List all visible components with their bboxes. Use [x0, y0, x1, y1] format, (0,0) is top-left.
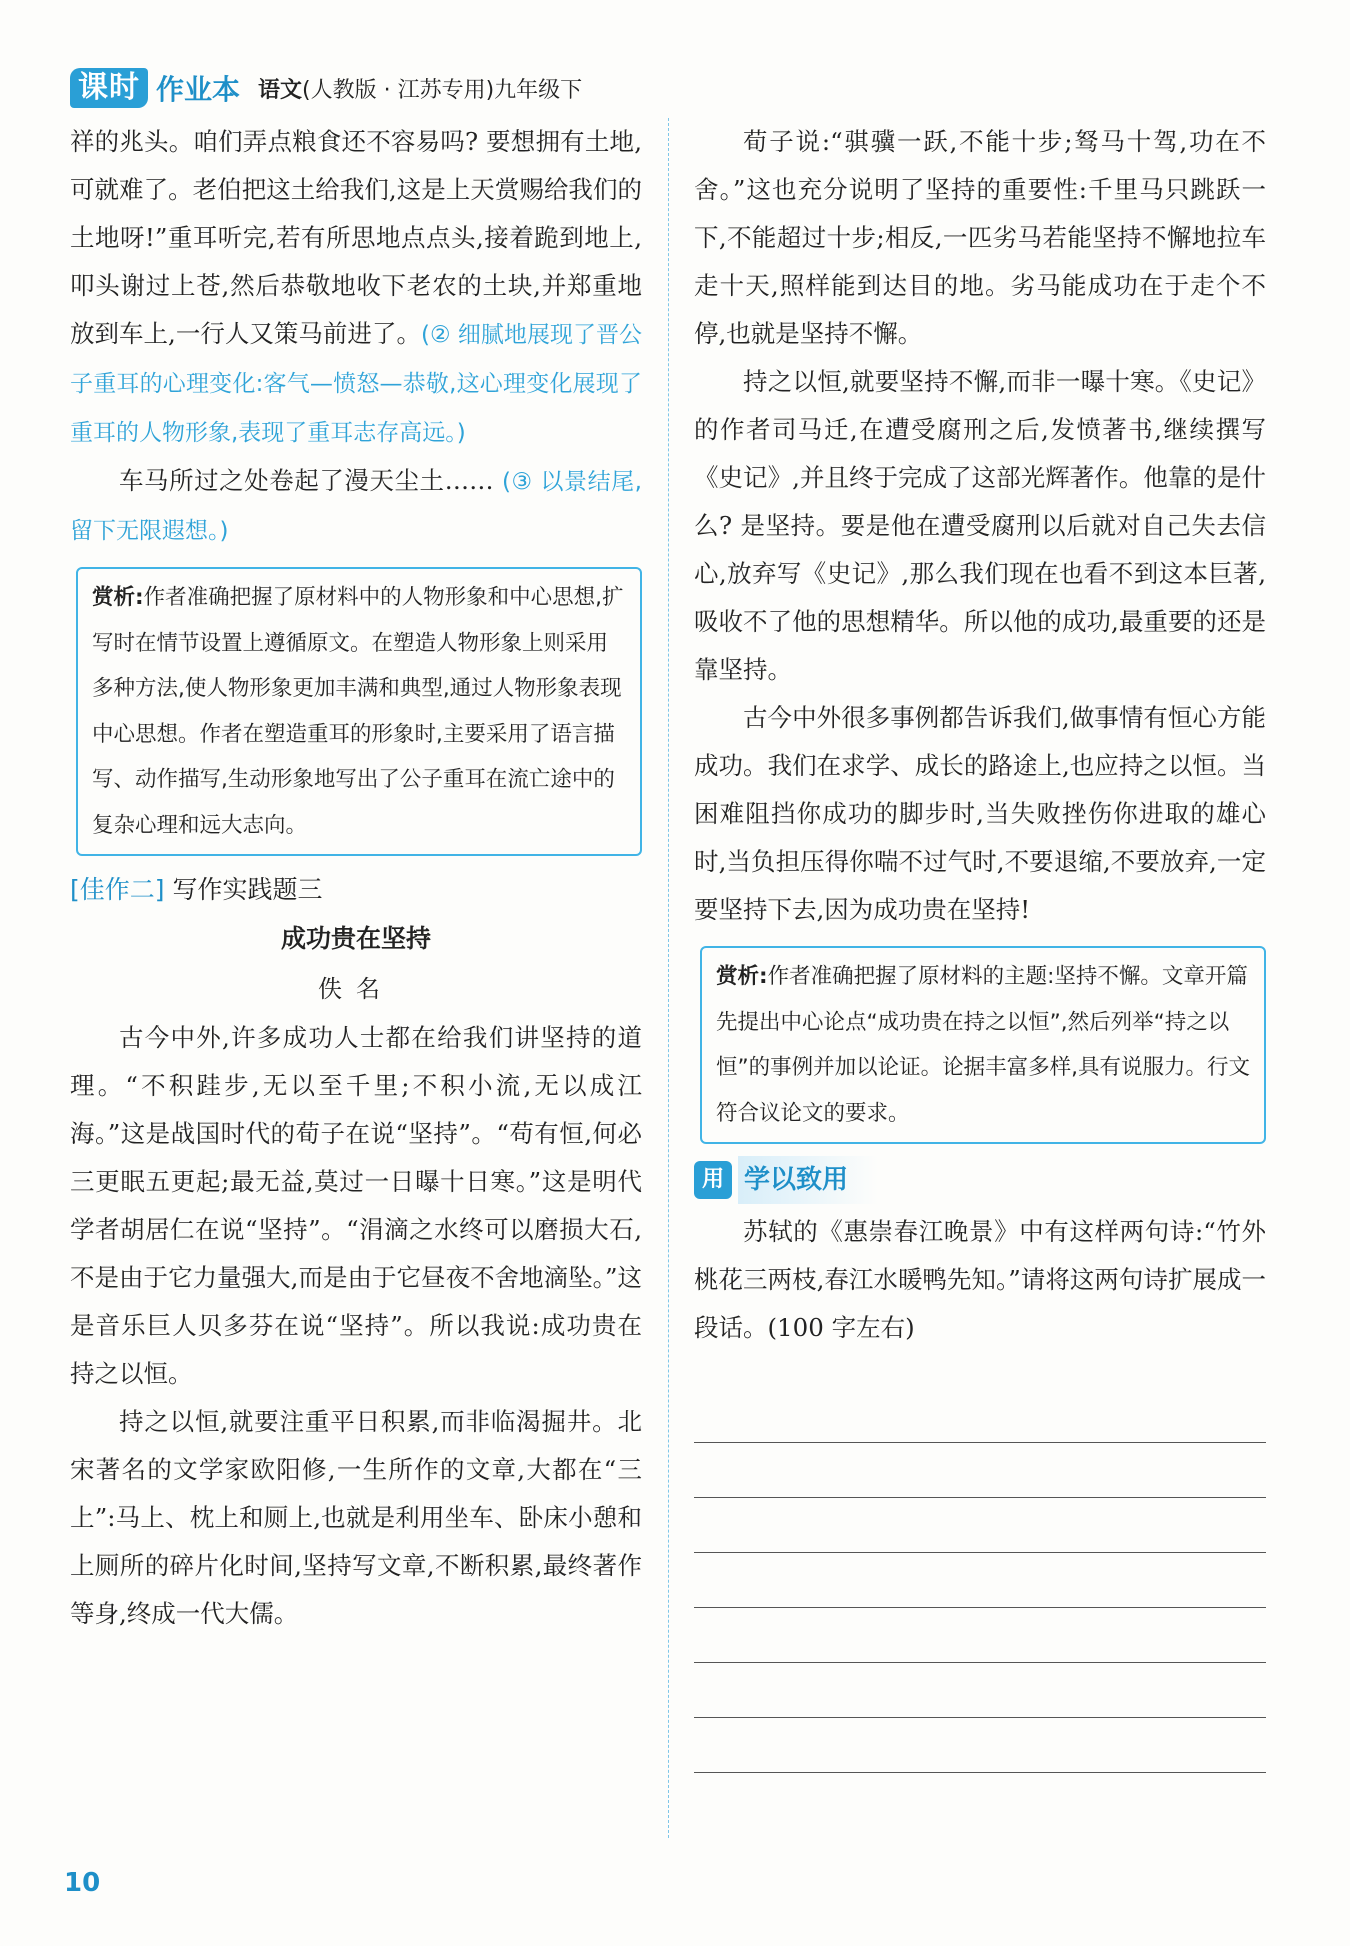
- appreciation-box-1: [76, 567, 642, 856]
- section-title: 学以致用: [738, 1156, 878, 1204]
- essay-paragraph-1: 古今中外,许多成功人士都在给我们讲坚持的道理。“不积跬步,无以至千里;不积小流,无以成江海。”这是战国时代的荀子在说“坚持”。“苟有恒,何必三更眠五更起;最无益,莫过一日曝十日寒。”这是明代学者胡居仁在说“坚持”。“涓滴之水终可以磨损大石,不是由于它力量强大,而是由于它昼夜不舍地滴坠。”这是音乐巨人贝多芬在说“坚持”。所以我说:成功贵在持之以恒。: [70, 1023, 642, 1388]
- essay-author: 佚名: [318, 975, 394, 1003]
- subject-bold: 语文: [258, 77, 303, 103]
- task-prompt: 苏轼的《惠崇春江晚景》中有这样两句诗:“竹外桃花三两枝,春江水暖鸭先知。”请将这两句诗扩展成一段话。(100 字左右): [694, 1217, 1266, 1342]
- pen-icon: 用: [694, 1161, 732, 1199]
- answer-line[interactable]: [694, 1608, 1266, 1663]
- logo-zuoye: 作业本: [156, 73, 241, 106]
- book-logo: [70, 67, 240, 109]
- column-divider: [668, 118, 669, 1838]
- left-paragraph-1: [70, 118, 642, 457]
- logo-ke: 课时: [70, 68, 148, 108]
- answer-line[interactable]: [694, 1498, 1266, 1553]
- text: 车马所过之处卷起了漫天尘土……: [119, 466, 494, 495]
- essay-paragraph-5: 古今中外很多事例都告诉我们,做事情有恒心方能成功。我们在求学、成长的路途上,也应持之以恒。当困难阻挡你成功的脚步时,当失败挫伤你进取的雄心时,当负担压得你喘不过气时,不要退缩,不要放弃,一定要坚持下去,因为成功贵在坚持!: [694, 703, 1266, 924]
- answer-line[interactable]: [694, 1663, 1266, 1718]
- subject-rest: (人教版 · 江苏专用)九年级下: [302, 77, 583, 103]
- page-header: [70, 64, 582, 112]
- left-paragraph-2: [70, 457, 642, 555]
- answer-line[interactable]: [694, 1718, 1266, 1773]
- section-header: [694, 1158, 1266, 1202]
- essay-title: 成功贵在坚持: [280, 924, 431, 953]
- jiazuo-tag: [佳作二]: [70, 875, 165, 904]
- jiazuo-text: 写作实践题三: [172, 875, 323, 904]
- essay-paragraph-4: 持之以恒,就要坚持不懈,而非一曝十寒。《史记》的作者司马迁,在遭受腐刑之后,发愤著书,继续撰写《史记》,并且终于完成了这部光辉著作。他靠的是什么? 是坚持。要是他在遭受腐刑以后就对自己失去信心,放弃写《史记》,那么我们现在也看不到这本巨著,吸收不了他的思想精华。所以他的成功,最重要的还是靠坚持。: [694, 367, 1266, 684]
- jiazuo-heading: [70, 866, 642, 914]
- box-key: 赏析:: [92, 585, 144, 610]
- page-number: 10: [64, 1868, 101, 1898]
- right-column: [694, 118, 1266, 1773]
- answer-lines[interactable]: [694, 1388, 1266, 1773]
- left-column: [70, 118, 642, 1638]
- annotation-3: (③ 以景结尾,留下无限遐想。): [70, 469, 642, 544]
- answer-line[interactable]: [694, 1388, 1266, 1443]
- box-key: 赏析:: [716, 964, 768, 989]
- essay-paragraph-3: 荀子说:“骐骥一跃,不能十步;驽马十驾,功在不舍。”这也充分说明了坚持的重要性:千里马只跳跃一下,不能超过十步;相反,一匹劣马若能坚持不懈地拉车走十天,照样能到达目的地。劣马能成功在于走个不停,也就是坚持不懈。: [694, 127, 1266, 348]
- subject-label: [258, 73, 582, 104]
- answer-line[interactable]: [694, 1553, 1266, 1608]
- box-text: 作者准确把握了原材料的主题:坚持不懈。文章开篇先提出中心论点“成功贵在持之以恒”,然后列举“持之以恒”的事例并加以论证。论据丰富多样,具有说服力。行文符合议论文的要求。: [716, 964, 1250, 1126]
- essay-paragraph-2: 持之以恒,就要注重平日积累,而非临渴掘井。北宋著名的文学家欧阳修,一生所作的文章,大都在“三上”:马上、枕上和厕上,也就是利用坐车、卧床小憩和上厕所的碎片化时间,坚持写文章,不断积累,最终著作等身,终成一代大儒。: [70, 1407, 642, 1628]
- text: 祥的兆头。咱们弄点粮食还不容易吗? 要想拥有土地,可就难了。老伯把这土给我们,这是上天赏赐给我们的土地呀!”重耳听完,若有所思地点点头,接着跪到地上,叩头谢过上苍,然后恭敬地收下老农的土块,并郑重地放到车上,一行人又策马前进了。: [70, 127, 642, 348]
- appreciation-box-2: [700, 946, 1266, 1144]
- annotation-2: (② 细腻地展现了晋公子重耳的心理变化:客气—愤怒—恭敬,这心理变化展现了重耳的人物形象,表现了重耳志存高远。): [70, 322, 642, 446]
- answer-line[interactable]: [694, 1443, 1266, 1498]
- box-text: 作者准确把握了原材料中的人物形象和中心思想,扩写时在情节设置上遵循原文。在塑造人物形象上则采用多种方法,使人物形象更加丰满和典型,通过人物形象表现中心思想。作者在塑造重耳的形象时,主要采用了语言描写、动作描写,生动形象地写出了公子重耳在流亡途中的复杂心理和远大志向。: [92, 585, 624, 838]
